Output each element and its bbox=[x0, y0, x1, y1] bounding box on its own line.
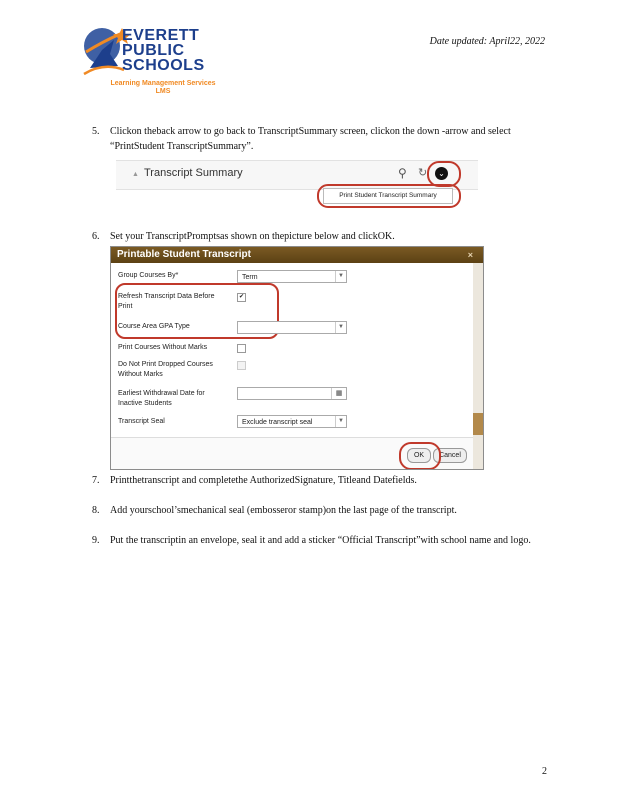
step-6 bbox=[92, 229, 550, 244]
print-no-marks-label: Print Courses Without Marks bbox=[118, 344, 208, 351]
background-page-strip bbox=[473, 263, 483, 469]
step-text: Clickon theback arrow to go back to TranscriptSummary screen, clickon the down -arrow and select “PrintStudent TranscriptSummary”. bbox=[110, 126, 511, 152]
highlight-circle bbox=[399, 442, 441, 470]
step-9 bbox=[92, 533, 550, 548]
calendar-icon[interactable]: ▦ bbox=[331, 388, 346, 399]
dialog-title: Printable Student Transcript bbox=[117, 249, 251, 260]
withdrawal-date-input[interactable] bbox=[237, 387, 347, 400]
dialog-body bbox=[111, 263, 473, 469]
step-number: 5. bbox=[92, 126, 100, 137]
group-courses-label: Group Courses By* bbox=[118, 272, 179, 279]
no-dropped-label: Do Not Print Dropped Courses Without Marks bbox=[118, 361, 213, 378]
refresh-icon[interactable]: ↻ bbox=[418, 167, 428, 179]
department-name bbox=[98, 80, 228, 96]
department-line-2: LMS bbox=[155, 88, 171, 95]
chevron-down-icon[interactable]: ⌄ bbox=[435, 167, 448, 180]
step-number: 7. bbox=[92, 475, 100, 486]
logo-line-2: PUBLIC bbox=[122, 42, 185, 59]
step-number: 8. bbox=[92, 505, 100, 516]
page-number: 2 bbox=[542, 766, 547, 777]
step-5 bbox=[92, 124, 550, 154]
printable-transcript-dialog bbox=[110, 246, 484, 470]
logo-line-3: SCHOOLS bbox=[122, 57, 205, 74]
step-7 bbox=[92, 473, 550, 488]
print-summary-menu-item[interactable]: Print Student Transcript Summary bbox=[323, 188, 453, 204]
collapse-triangle-icon[interactable]: ▲ bbox=[132, 170, 139, 178]
step-text: Add yourschool’smechanical seal (embosseror stamp)on the last page of the transcript. bbox=[110, 505, 457, 516]
logo-line-1: EVERETT bbox=[122, 27, 200, 44]
close-icon[interactable]: × bbox=[467, 250, 473, 260]
step-number: 9. bbox=[92, 535, 100, 546]
ok-button[interactable]: OK bbox=[407, 448, 431, 463]
group-courses-select[interactable] bbox=[237, 270, 347, 283]
group-courses-value: Term bbox=[242, 274, 258, 281]
district-logo-text bbox=[122, 28, 205, 73]
step-text: Set your TranscriptPromptsas shown on thepicture below and clickOK. bbox=[110, 231, 395, 242]
refresh-data-checkbox[interactable]: ✔ bbox=[238, 294, 245, 300]
gpa-type-label: Course Area GPA Type bbox=[118, 323, 190, 330]
dialog-title-bar bbox=[111, 247, 483, 263]
dialog-footer bbox=[111, 437, 473, 470]
chevron-down-icon: ▼ bbox=[335, 271, 346, 282]
gpa-type-select[interactable] bbox=[237, 321, 347, 334]
step-8 bbox=[92, 503, 550, 518]
step-number: 6. bbox=[92, 231, 100, 242]
step-text: Printthetranscript and completethe AuthorizedSignature, Titleand Datefields. bbox=[110, 475, 417, 486]
background-band bbox=[473, 413, 483, 435]
no-dropped-checkbox[interactable] bbox=[237, 361, 246, 370]
print-no-marks-checkbox[interactable] bbox=[237, 344, 246, 353]
date-updated: Date updated: April22, 2022 bbox=[429, 36, 545, 47]
transcript-seal-select[interactable] bbox=[237, 415, 347, 428]
transcript-seal-label: Transcript Seal bbox=[118, 418, 165, 425]
highlight-circle bbox=[317, 184, 461, 208]
chevron-down-icon: ▼ bbox=[335, 322, 346, 333]
cancel-button[interactable]: Cancel bbox=[433, 448, 467, 463]
department-line-1: Learning Management Services bbox=[110, 80, 216, 87]
chevron-down-icon: ▼ bbox=[335, 416, 346, 427]
transcript-summary-screenshot bbox=[116, 160, 478, 206]
summary-title: Transcript Summary bbox=[144, 167, 243, 179]
search-icon[interactable]: ⚲ bbox=[398, 166, 407, 180]
transcript-seal-value: Exclude transcript seal bbox=[242, 419, 313, 426]
refresh-data-label: Refresh Transcript Data Before Print bbox=[118, 293, 215, 310]
withdrawal-date-label: Earliest Withdrawal Date for Inactive Students bbox=[118, 390, 205, 407]
step-text: Put the transcriptin an envelope, seal it and add a sticker “Official Transcript”with school name and logo. bbox=[110, 535, 531, 546]
